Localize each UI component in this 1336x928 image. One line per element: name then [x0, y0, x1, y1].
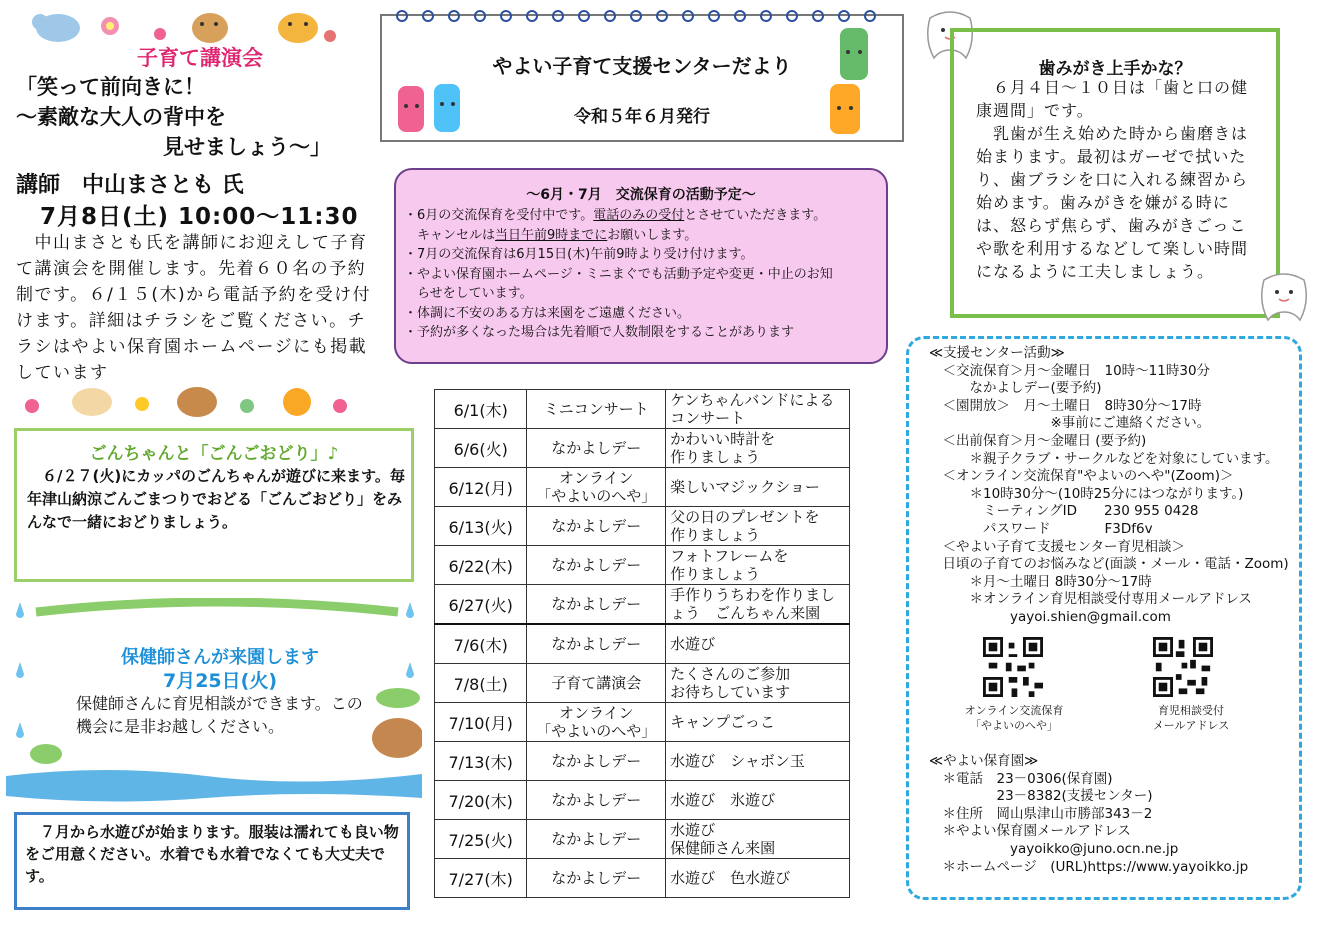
schedule-activity-type: オンライン 「やよいのへや」 — [527, 703, 666, 742]
info-line: ≪やよい保育園≫ — [929, 753, 1039, 769]
schedule-activity-type: オンライン 「やよいのへや」 — [527, 468, 666, 507]
support-center-activities — [929, 345, 1299, 627]
notice-line: らせをしています。 — [404, 286, 533, 301]
schedule-row — [435, 742, 850, 781]
schedule-activity-content: 水遊び — [666, 624, 850, 664]
lecture-datetime: 7月8日(土) 10:00～11:30 — [40, 204, 359, 230]
zoom-qr-caption: オンライン交流保育 「やよいのへや」 — [964, 704, 1064, 732]
notice-line: ・7月の交流保育は6月15日(木)午前9時より受け付けます。 — [404, 247, 754, 262]
gonchan-description: ６/２７(火)にカッパのごんちゃんが遊びに来ます。毎年津山納涼ごんごまつりでおどる「ごんごおどり」をみんなで一緒におどりましょう。 — [27, 467, 405, 531]
schedule-activity-content: ケンちゃんバンドによる コンサート — [666, 390, 850, 429]
info-line[interactable]: yayoikko@juno.ocn.ne.jp — [929, 840, 1179, 857]
schedule-row — [435, 820, 850, 859]
schedule-activity-type: 子育て講演会 — [527, 664, 666, 703]
info-line: ＊電話 23－0306(保育園) — [929, 770, 1113, 787]
nurse-visit-title: 保健師さんが来園します — [121, 647, 319, 668]
schedule-activity-type: なかよしデー — [527, 781, 666, 820]
schedule-activity-type: なかよしデー — [527, 859, 666, 898]
info-line: 23－8382(支援センター) — [929, 788, 1153, 805]
schedule-row — [435, 664, 850, 703]
issue-date: 令和５年６月発行 — [574, 107, 710, 127]
info-line: ＊住所 岡山県津山市勝部343－2 — [929, 805, 1153, 822]
subtitle-line: ～素敵な大人の背中を — [16, 105, 226, 129]
schedule-row — [435, 468, 850, 507]
tooth-brushing-description: ６月４日～１０日は「歯と口の健康週間」です。 乳歯が生え始めた時から歯磨きは始まります。最初はガーゼで拭いたり、歯ブラシを口に入れる練習から始めます。歯みがきを嫌がる時には、怒らず焦らず、歯みがきごっこや歌を利用するなどして楽しい時間になるように工夫しましょう。 — [976, 78, 1249, 281]
flower-animals-illustration — [22, 380, 352, 420]
info-line: yayoi.shien@gmail.com — [929, 608, 1171, 625]
info-line: ※事前にご連絡ください。 — [929, 415, 1211, 432]
schedule-activity-content: 水遊び 色水遊び — [666, 859, 850, 898]
info-line: ＜園開放＞ 月～土曜日 8時30分～17時 — [929, 397, 1202, 414]
lecture-subtitle — [16, 72, 376, 162]
water-play-description: ７月から水遊びが始まります。服装は濡れても良い物をご用意ください。水着でも水着でなくても大丈夫です。 — [25, 823, 399, 885]
nursery-contact-info — [929, 753, 1299, 876]
newsletter-header — [380, 14, 904, 142]
schedule-activity-content: キャンプごっこ — [666, 703, 850, 742]
info-line: ＊オンライン育児相談受付専用メールアドレス — [929, 591, 1252, 608]
exchange-schedule-notice — [394, 168, 888, 364]
gonchan-title: ごんちゃんと「ごんごおどり」♪ — [89, 444, 339, 464]
water-play-box — [14, 812, 410, 910]
tooth-brushing-title: 歯みがき上手かな？ — [1038, 59, 1192, 79]
zoom-qr-code-icon[interactable] — [983, 637, 1043, 697]
schedule-date: 6/27(火) — [435, 585, 527, 625]
schedule-date: 6/1(木) — [435, 390, 527, 429]
schedule-row — [435, 624, 850, 664]
info-line[interactable]: ＊ホームページ (URL)https://www.yayoikko.jp — [929, 858, 1249, 875]
schedule-date: 7/10(月) — [435, 703, 527, 742]
schedule-date: 7/25(火) — [435, 820, 527, 859]
schedule-activity-content: かわいい時計を 作りましょう — [666, 429, 850, 468]
subtitle-line: 見せましょう～」 — [16, 135, 331, 159]
schedule-row — [435, 546, 850, 585]
schedule-activity-type: なかよしデー — [527, 507, 666, 546]
exchange-notice-title: ～6月・7月 交流保育の活動予定～ — [526, 187, 756, 203]
info-line: ＜交流保育＞月～金曜日 10時～11時30分 — [929, 362, 1211, 379]
nurse-visit-description: 保健師さんに育児相談ができます。この機会に是非お越しください。 — [76, 694, 363, 736]
info-line: ＜オンライン交流保育"やよいのへや"(Zoom)＞ — [929, 468, 1234, 485]
schedule-activity-content: 水遊び 氷遊び — [666, 781, 850, 820]
info-line: ＜出前保育＞月～金曜日 (要予約) — [929, 432, 1147, 449]
info-line: 日頃の子育てのお悩みなど(面談・メール・電話・Zoom) — [929, 556, 1289, 573]
schedule-date: 7/20(木) — [435, 781, 527, 820]
schedule-activity-content: 水遊び シャボン玉 — [666, 742, 850, 781]
schedule-date: 6/6(火) — [435, 429, 527, 468]
schedule-activity-content: たくさんのご参加 お待ちしています — [666, 664, 850, 703]
schedule-activity-type: なかよしデー — [527, 429, 666, 468]
schedule-activity-type: なかよしデー — [527, 820, 666, 859]
lecturer-name: 講師 中山まさとも 氏 — [16, 173, 244, 198]
schedule-activity-content: フォトフレームを 作りましょう — [666, 546, 850, 585]
exchange-notice-list — [404, 206, 884, 343]
schedule-date: 6/12(月) — [435, 468, 527, 507]
notice-line: ・やよい保育園ホームページ・ミニまぐでも活動予定や変更・中止のお知 — [404, 266, 833, 282]
info-line: パスワード F3Df6v — [929, 520, 1153, 537]
tooth-brushing-box — [950, 28, 1280, 318]
consultation-qr-caption: 育児相談受付 メールアドレス — [1152, 704, 1230, 732]
schedule-activity-content: 水遊び 保健師さん来園 — [666, 820, 850, 859]
schedule-activity-type: なかよしデー — [527, 742, 666, 781]
schedule-row — [435, 859, 850, 898]
notice-line: ・6月の交流保育を受付中です。電話のみの受付とさせていただきます。 — [404, 208, 827, 223]
schedule-date: 7/8(土) — [435, 664, 527, 703]
info-line: ＊やよい保育園メールアドレス — [929, 823, 1131, 840]
schedule-row — [435, 429, 850, 468]
info-line: ＜やよい子育て支援センター育児相談＞ — [929, 538, 1185, 555]
info-line: ≪支援センター活動≫ — [929, 345, 1065, 361]
schedule-row — [435, 390, 850, 429]
schedule-date: 7/6(木) — [435, 624, 527, 664]
schedule-row — [435, 507, 850, 546]
schedule-date: 6/13(火) — [435, 507, 527, 546]
schedule-row — [435, 585, 850, 625]
nurse-visit-date: 7月25日(火) — [162, 670, 278, 692]
schedule-activity-type: なかよしデー — [527, 624, 666, 664]
schedule-activity-type: ミニコンサート — [527, 390, 666, 429]
schedule-activity-content: 手作りうちわを作りまし ょう ごんちゃん来園 — [666, 585, 850, 625]
subtitle-line: 「笑って前向きに！ — [16, 75, 205, 99]
schedule-row — [435, 781, 850, 820]
info-line: ＊月～土曜日 8時30分～17時 — [929, 573, 1152, 590]
schedule-activity-content: 父の日のプレゼントを 作りましょう — [666, 507, 850, 546]
schedule-activity-content: 楽しいマジックショー — [666, 468, 850, 507]
info-line: ＊親子クラブ・サークルなどを対象にしています。 — [929, 450, 1279, 467]
notice-line: ・体調に不安のある方は来園をご遠慮ください。 — [404, 305, 691, 321]
schedule-activity-type: なかよしデー — [527, 585, 666, 625]
notice-line: キャンセルは当日午前9時までにお願いします。 — [404, 227, 698, 243]
schedule-date: 7/13(木) — [435, 742, 527, 781]
info-line: ミーティングID 230 955 0428 — [929, 503, 1199, 520]
schedule-row — [435, 703, 850, 742]
support-center-info-box — [906, 336, 1302, 900]
tooth-character-icon — [1254, 268, 1314, 326]
lecture-heading: 子育て講演会 — [137, 46, 263, 70]
schedule-activity-type: なかよしデー — [527, 546, 666, 585]
lecture-description: 中山まさとも氏を講師にお迎えして子育て講演会を開催します。先着６０名の予約制です。６/１５(木)から電話予約を受け付けます。詳細はチラシをご覧ください。チラシはやよい保育園ホームページにも掲載しています — [16, 233, 372, 383]
consultation-qr-code-icon[interactable] — [1153, 637, 1213, 697]
notice-line: ・予約が多くなった場合は先着順で人数制限をすることがあります — [404, 325, 795, 340]
info-line: ＊10時30分～(10時25分にはつながります。) — [929, 485, 1244, 502]
gonchan-event-box — [14, 428, 414, 582]
newsletter-title: やよい子育て支援センターだより — [492, 54, 792, 78]
schedule-date: 7/27(木) — [435, 859, 527, 898]
schedule-date: 6/22(木) — [435, 546, 527, 585]
info-line: なかよしデー(要予約) — [929, 380, 1102, 397]
activity-schedule-table — [434, 389, 850, 898]
